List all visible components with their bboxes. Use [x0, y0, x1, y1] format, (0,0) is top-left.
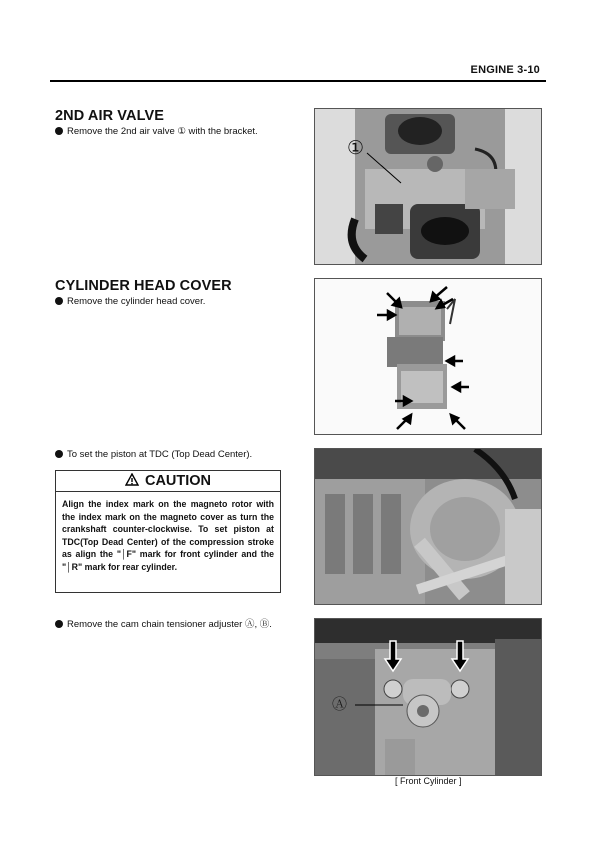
step-remove-tensioner [55, 619, 272, 631]
callout-a: Ⓐ [332, 695, 348, 713]
step-set-tdc [55, 449, 252, 461]
step-remove-head-cover [55, 296, 205, 308]
header-rule [50, 80, 546, 82]
warning-icon [125, 473, 139, 490]
header-section: ENGINE [470, 64, 514, 76]
photo-cylinder-head-cover [314, 278, 542, 435]
step-text: Remove the 2nd air valve ① with the bracket. [67, 126, 258, 137]
page-header [471, 64, 540, 76]
caution-title: CAUTION [144, 473, 212, 489]
callout-1: ① [347, 137, 365, 159]
header-page-number: 3-10 [517, 64, 540, 76]
caution-text: Align the index mark on the magneto rotor with the index mark on the magneto cover as turn the crankshaft counter-clockwise. To set piston at TDC(Top Dead Center) of the compression stroke as align the "│F" mark for front cylinder and the "│R" mark for rear cylinder. [62, 499, 274, 572]
bullet-icon [55, 127, 63, 135]
caution-header [56, 471, 280, 492]
photo-cam-chain-tensioner [314, 618, 542, 776]
photo-caption: [ Front Cylinder ] [395, 776, 462, 786]
photo-2nd-air-valve [314, 108, 542, 265]
section-title-cylinder-head-cover: CYLINDER HEAD COVER [55, 278, 232, 294]
section-title-2nd-air-valve: 2ND AIR VALVE [55, 108, 164, 124]
bullet-icon [55, 450, 63, 458]
photo-magneto-tdc [314, 448, 542, 605]
step-text: Remove the cylinder head cover. [67, 296, 206, 307]
bullet-icon [55, 297, 63, 305]
step-text: To set the piston at TDC (Top Dead Center). [67, 449, 253, 460]
step-text: Remove the cam chain tensioner adjuster Ⓐ, Ⓑ. [67, 619, 272, 630]
caution-box [55, 470, 281, 593]
bullet-icon [55, 620, 63, 628]
step-remove-air-valve [55, 126, 258, 138]
